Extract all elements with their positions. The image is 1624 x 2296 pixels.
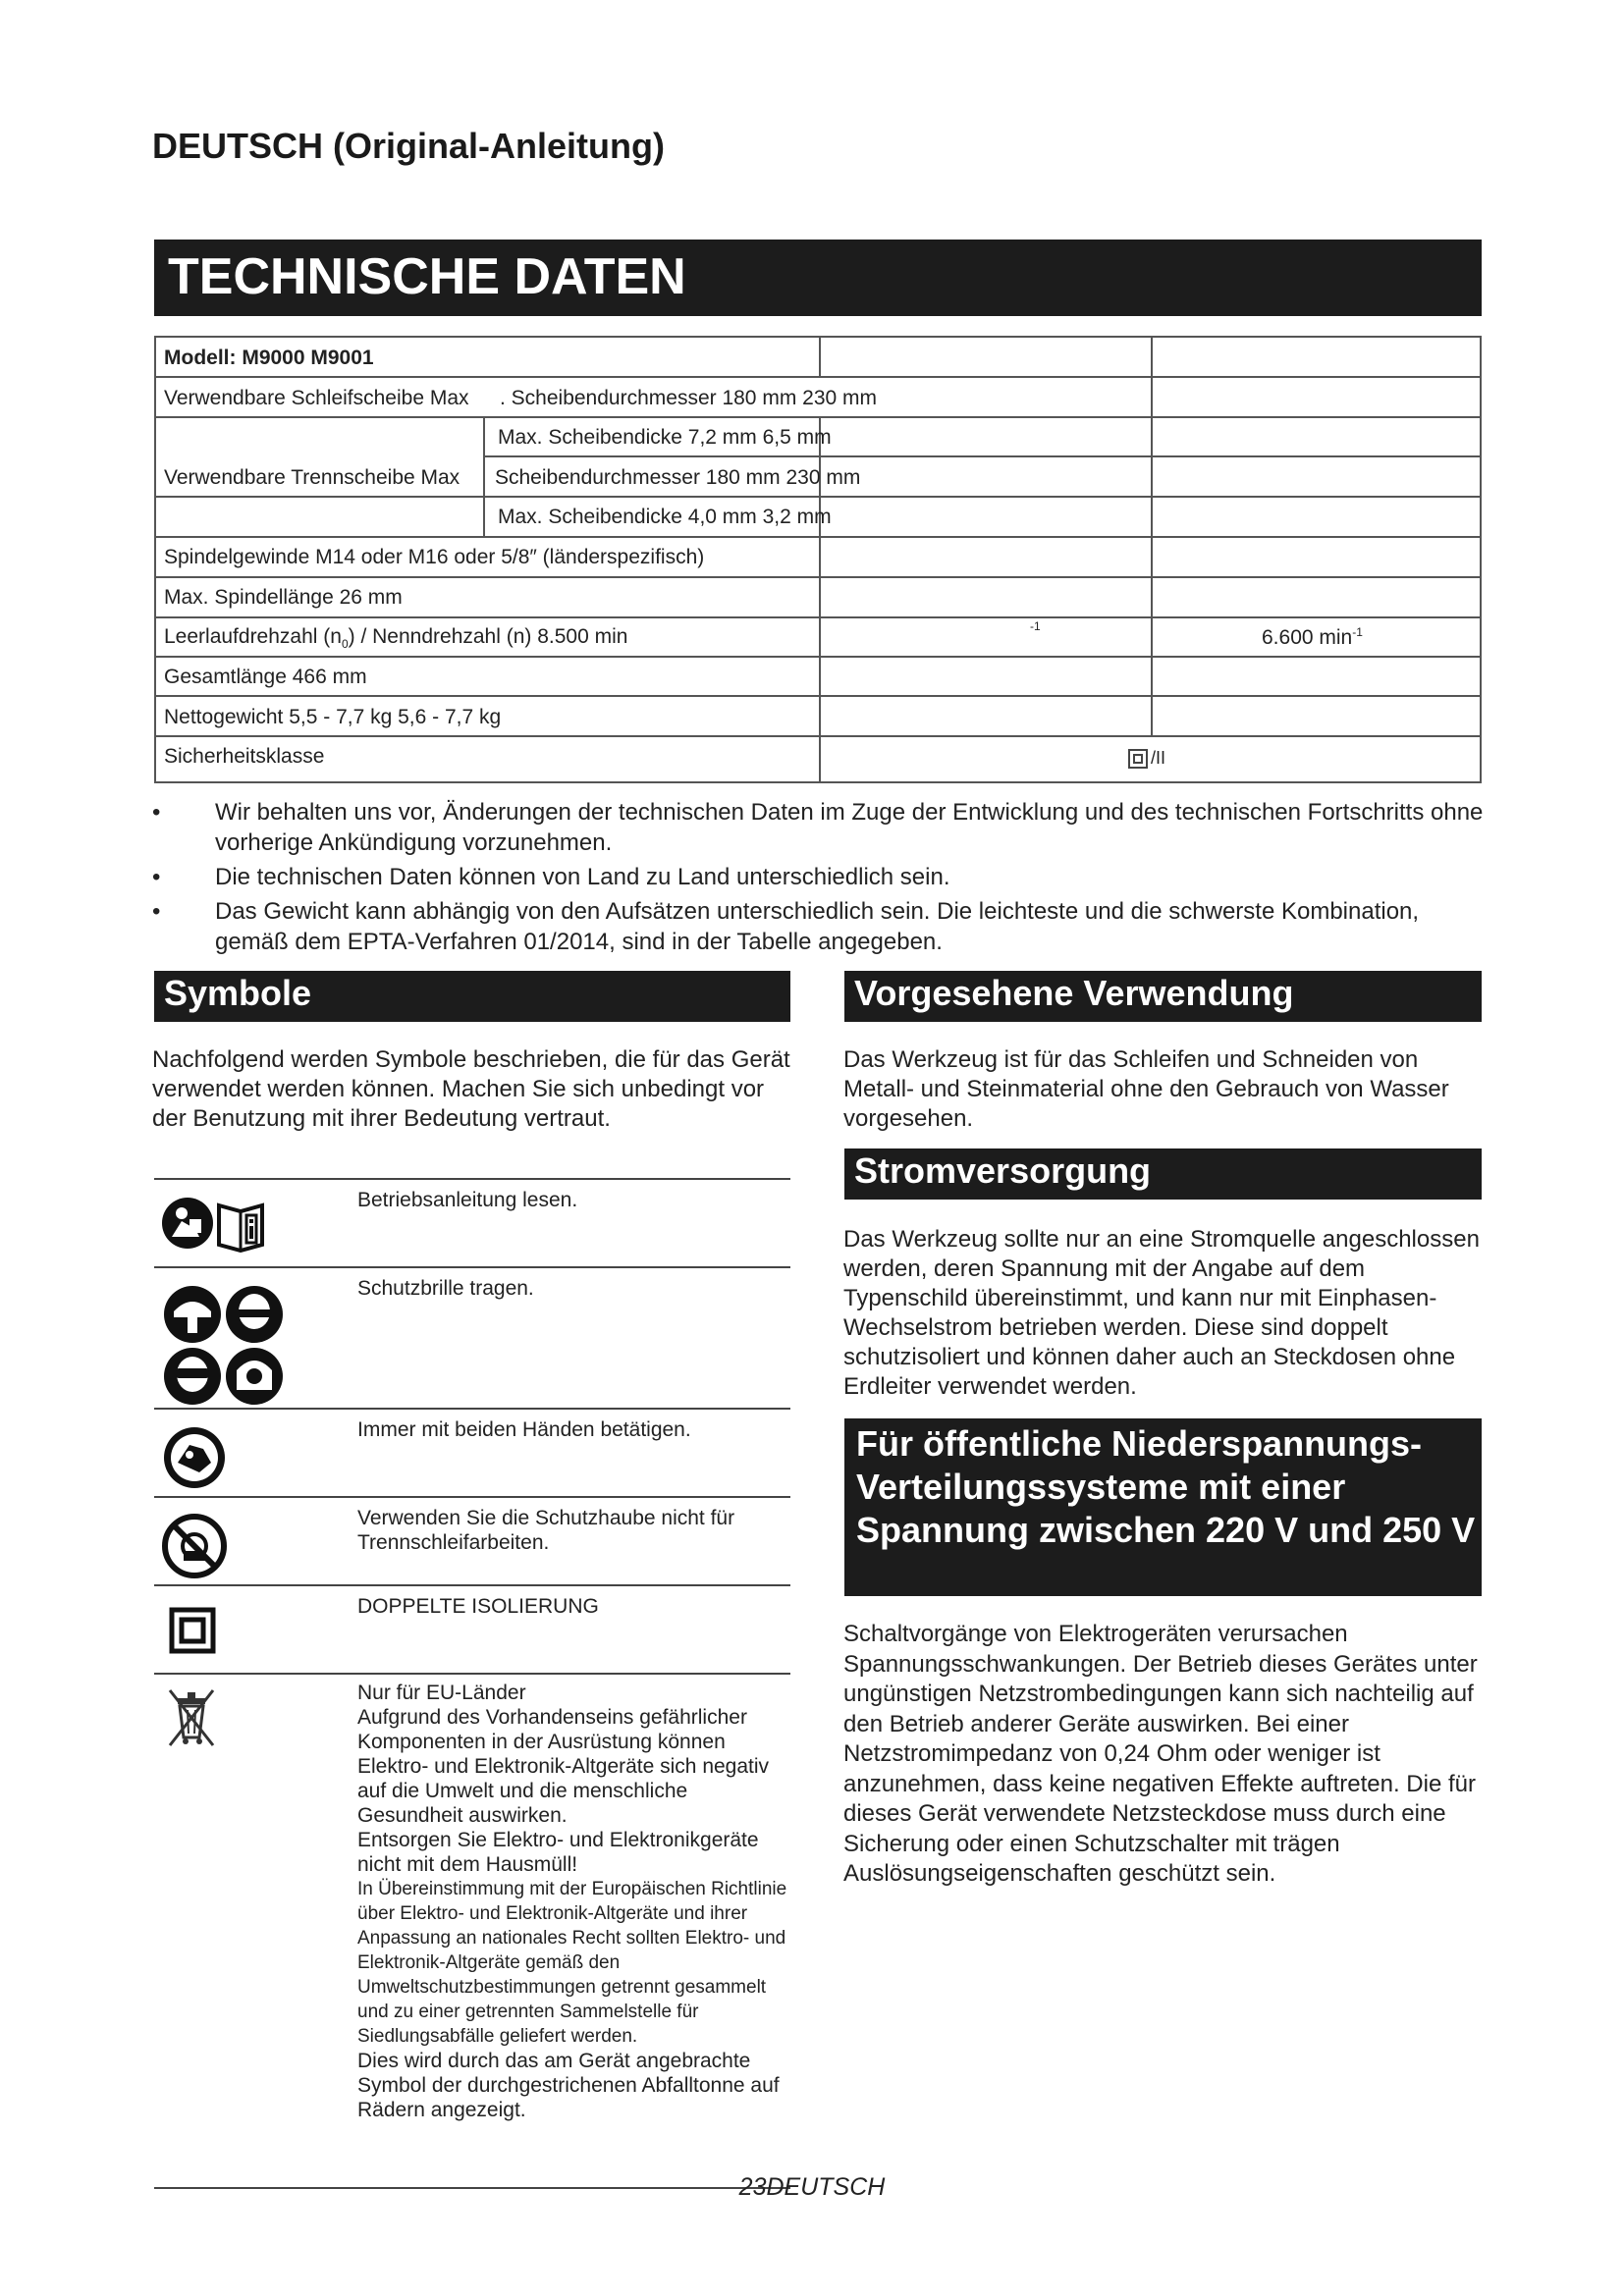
symbol-description: Verwenden Sie die Schutzhaube nicht für Trennschleifarbeiten. [357,1507,735,1554]
double-insulation-icon [1128,749,1148,769]
table-row [154,1266,790,1408]
symbol-description: Immer mit beiden Händen betätigen. [357,1418,691,1441]
speed-label-rest: ) / Nenndrehzahl (n) 8.500 min [348,625,628,648]
power-supply-heading: Stromversorgung [844,1148,1482,1200]
speed-subscript: 0 [341,637,349,652]
note-text: Die technischen Daten können von Land zu Land unterschiedlich sein. [215,864,950,890]
weee-paragraph: Dies wird durch das am Gerät angebrachte Symbol der durchgestrichenen Abfalltonne auf Rädern angezeigt. [357,2050,780,2121]
bullet-marker: • [152,898,161,925]
grinding-disc-label: Verwendbare Schleifscheibe Max [164,387,469,409]
symbol-description: DOPPELTE ISOLIERUNG [357,1595,599,1618]
weee-eu-only: Nur für EU-Länder [357,1682,526,1704]
spindle-length-cell: Max. Spindellänge 26 mm [164,586,403,609]
safety-glasses-icon [160,1282,288,1415]
two-hands-icon [160,1423,229,1497]
double-insulation-icon [168,1606,217,1660]
symbol-description: Schutzbrille tragen. [357,1277,534,1300]
table-rule [156,616,1480,618]
table-rule [819,536,821,783]
table-rule [156,576,1480,578]
weee-text [357,1681,789,2122]
overall-length-cell: Gesamtlänge 466 mm [164,666,367,688]
table-rule [156,536,483,538]
cutoff-disc-label: Verwendbare Trennscheibe Max [164,466,460,489]
page-language-title: DEUTSCH (Original-Anleitung) [152,126,665,166]
symbols-table [154,1178,790,2189]
intended-use-heading: Vorgesehene Verwendung [844,971,1482,1022]
table-rule [156,416,1480,418]
symbol-description: Betriebsanleitung lesen. [357,1189,578,1211]
grinding-disc-thickness: Max. Scheibendicke 7,2 mm 6,5 mm [498,426,832,449]
table-row [154,1408,790,1496]
low-voltage-text: Schaltvorgänge von Elektrogeräten verursachen Spannungsschwankungen. Der Betrieb dieses Gerätes unter ungünstigen Netzstrombedingungen kann sich nachteilig auf den Betrieb anderer Geräte auswirken. Bei einer Netzstromimpedanz von 0,24 Ohm oder weniger ist anzunehmen, dass keine negativen Effekte auftreten. Die für dieses Gerät verwendete Netzsteckdose muss durch eine Sicherung oder einen Schutzschalter mit trägen Auslösungseigenschaften geschützt sein. [843,1621,1478,1887]
speed-value-2-superscript: -1 [1352,625,1363,639]
spindle-thread-cell: Spindelgewinde M14 oder M16 oder 5/8″ (länderspezifisch) [164,546,705,568]
table-rule [156,376,1480,378]
list-item [152,896,1488,957]
cutoff-disc-thickness: Max. Scheibendicke 4,0 mm 3,2 mm [498,506,832,528]
table-rule [1151,338,1153,735]
symbols-intro: Nachfolgend werden Symbole beschrieben, die für das Gerät verwendet werden können. Machen Sie sich unbedingt vor der Benutzung mit ihrer Bedeutung vertraut. [152,1046,790,1132]
page-footer: 23DEUTSCH [738,2173,886,2201]
symbols-heading: Symbole [154,971,790,1022]
weee-paragraph: In Übereinstimmung mit der Europäischen Richtlinie über Elektro- und Elektronik-Altgeräte und ihrer Anpassung an nationales Recht sollten Elektro- und Elektronik-Altgeräte gemäß den Umweltschutzbestimmungen getrennt gesammelt und zu einer getrennten Sammelstelle für Siedlungsabfälle geliefert werden. [357,1879,787,2047]
table-rule [483,455,1480,457]
bullet-marker: • [152,799,161,826]
safety-class-value [1128,748,1165,769]
speed-unit-superscript: -1 [1030,619,1041,633]
weee-paragraph: Entsorgen Sie Elektro- und Elektronikgeräte nicht mit dem Hausmüll! [357,1829,759,1876]
power-supply-text: Das Werkzeug sollte nur an eine Stromquelle angeschlossen werden, deren Spannung mit der Angabe auf dem Typenschild übereinstimmt, und kann nur mit Einphasen-Wechselstrom betrieben werden. Diese sind doppelt schutzisoliert und können daher auch an Steckdosen ohne Erdleiter verwendet werden. [843,1226,1480,1400]
list-item [152,862,1488,892]
technical-data-heading: TECHNISCHE DATEN [154,240,1482,316]
table-rule [156,656,1480,658]
table-rule [156,695,1480,697]
table-row [154,1673,790,2189]
speed-label: Leerlaufdrehzahl (n [164,625,342,648]
bullet-marker: • [152,864,161,890]
low-voltage-heading: Für öffentliche Niederspannungs-Verteilungssysteme mit einer Spannung zwischen 220 V und 250 V [844,1418,1482,1596]
crossed-bin-icon [162,1686,221,1756]
safety-class-label: Sicherheitsklasse [164,745,325,768]
net-weight-cell: Nettogewicht 5,5 - 7,7 kg 5,6 - 7,7 kg [164,706,502,728]
cutoff-disc-diameter: Scheibendurchmesser 180 mm 230 mm [495,466,861,489]
speed-value-2-text: 6.600 min [1262,626,1353,649]
safety-class-text: /II [1151,748,1166,768]
note-text: Wir behalten uns vor, Änderungen der technischen Daten im Zuge der Entwicklung und des technischen Fortschritts ohne vorherige Ankündigung vorzunehmen. [215,799,1484,856]
grinding-disc-diameter: . Scheibendurchmesser 180 mm 230 mm [500,387,877,409]
table-rule [819,338,821,376]
read-manual-icon [160,1194,298,1257]
tech-notes [152,797,1488,961]
spec-table [154,336,1482,783]
no-guard-cutting-icon [160,1512,229,1585]
table-row [154,1178,790,1266]
table-row [154,1496,790,1584]
speed-value-2 [1262,625,1363,650]
table-rule [483,416,485,536]
note-text: Das Gewicht kann abhängig von den Aufsätzen unterschiedlich sein. Die leichteste und die schwerste Kombination, gemäß dem EPTA-Verfahren 01/2014, sind in der Tabelle angegeben. [215,898,1420,955]
model-cell: Modell: M9000 M9001 [164,347,374,369]
table-rule [156,735,1480,737]
speed-cell [164,625,627,651]
list-item [152,797,1488,858]
intended-use-text: Das Werkzeug ist für das Schleifen und Schneiden von Metall- und Steinmaterial ohne den Gebrauch von Wasser vorgesehen. [843,1046,1449,1132]
table-row [154,1584,790,1673]
table-rule [156,496,1480,498]
weee-paragraph: Aufgrund des Vorhandenseins gefährlicher Komponenten in der Ausrüstung können Elektro- und Elektronik-Altgeräte sich negativ auf die Umwelt und die menschliche Gesundheit auswirken. [357,1706,770,1827]
